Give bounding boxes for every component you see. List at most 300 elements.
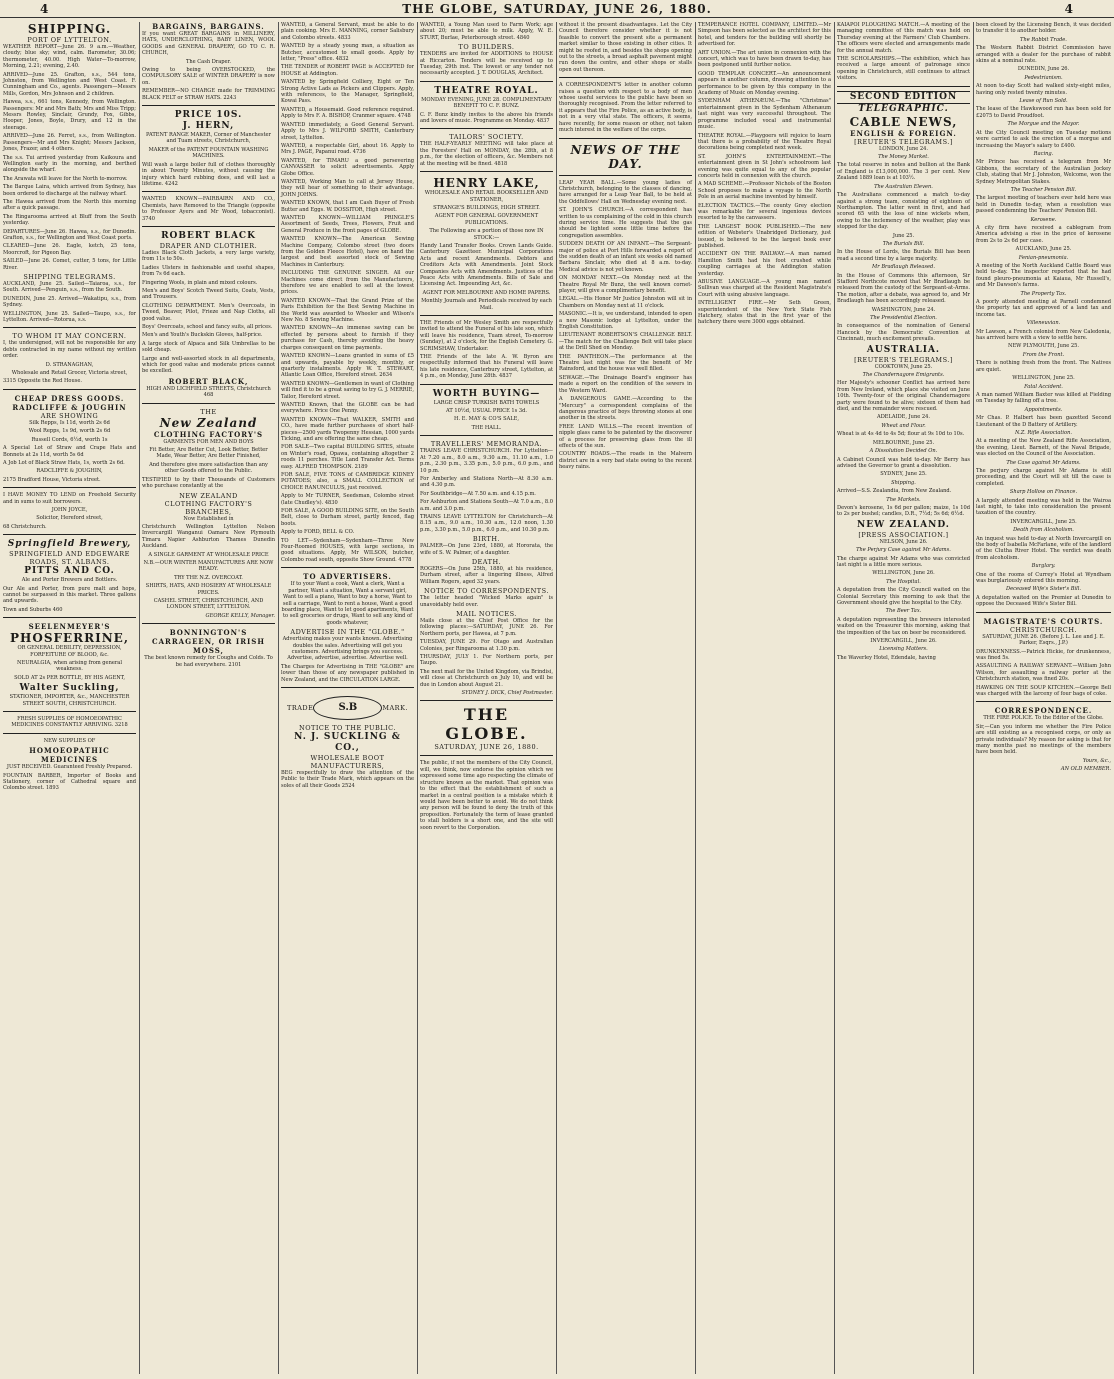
ad-line: Russell Cords, 6½d, worth 1s: [31, 436, 108, 443]
classified: WANTED Known, that the GLOBE can be had everywhere. Price One Penny.: [281, 401, 414, 415]
theatre-heading: THEATRE ROYAL.: [434, 85, 539, 96]
telegram-heading: The Hospital.: [886, 578, 921, 585]
trade-mark-logo: S.B: [313, 696, 382, 720]
telegram-heading: Fenian-pneumonia.: [1018, 254, 1069, 261]
ad-firm: N. J. SUCKLING & CO.,: [294, 731, 401, 753]
news-item: A DANGEROUS GAME.—According to the "Mercury" a correspondent complains of the dangerous practice of boys throwing stones at one another in the streets.: [559, 396, 692, 422]
classified: FOR SALE—Two capital BUILDING SITES, situate on Winter's road, Opawa, containing altogether 2 roods 11 perches. Title Land Transfer Act. Terms easy. ALFRED THOMPSON. 2189: [281, 444, 414, 470]
notice-body: C. F. Bunz kindly invites to the above his friends and lovers of music. Programme on Monday. 4837: [420, 111, 553, 125]
shipping-note: The Hawea arrived from the North this morning after a quick passage.: [3, 198, 136, 212]
dateline: WELLINGTON, June 26.: [872, 570, 935, 577]
ad-firm: ROBERT BLACK: [161, 230, 256, 241]
news-item: COUNTRY ROADS.—The roads in the Malvern district are in a very bad state owing to the recent heavy rains.: [559, 451, 692, 471]
telegram-body: The Australians commenced a match to-day against a strong team, consisting of eighteen of Northampton. The latter went in first, and had scored 65 with the loss of nine wickets when, owing to the inclemency of the weather, play was stopped for the day.: [837, 192, 970, 231]
mail-notice: The next mail for the United Kingdom, via Brindisi, will close at Christchurch on July 10, and will be due in London about August 21.: [420, 668, 553, 688]
classified: WANTED KNOWN—An immense saving can be effected by persons about to furnish if they purchase for Cash, thereby avoiding the heavy charges consequent on time payments.: [281, 325, 414, 351]
court-case: ASSAULTING A RAILWAY SERVANT.—William John Wilson, for assaulting a railway porter at the Christchurch station, was fined 20s.: [976, 663, 1111, 683]
news-item: SUDDEN DEATH OF AN INFANT.—The Sergeant-major of police at Port Hills forwarded a report of the sudden death of an infant six weeks old named Barbara Sinclair, who died at 8 a.m. to-day. Medical advice is not yet known.: [559, 241, 692, 273]
magistrates-heading: MAGISTRATE'S COURTS.: [983, 616, 1104, 626]
mail-notice: TUESDAY, JUNE 29. For Otago and Australian Colonies, per Ringarooma at 1.30 p.m.: [420, 639, 553, 652]
notice-heading: TAILORS' SOCIETY.: [449, 133, 524, 142]
train-times: TRAINS LEAVE CHRISTCHURCH. For Lyttelton—At 7.20 a.m., 8.0 a.m., 9.30 a.m., 11.10 a.m., 1.0 p.m., 2.30 p.m., 3.35 p.m., 5.0 p.m., 6.0 p.m., and 10 p.m.: [420, 448, 553, 474]
telegram-heading: Mr Bradlaugh Released.: [872, 264, 935, 271]
telegram-body: There is nothing fresh from the front. The Natives are quiet.: [976, 360, 1111, 373]
dateline: COOKTOWN, June 25.: [874, 363, 933, 370]
shipping-heading: SHIPPING.: [27, 22, 112, 36]
ad-firm: RADCLIFFE & JOUGHIN: [12, 402, 127, 412]
telegram-body: An inquest was held to-day at North Invercargill on the body of Isabella McFarlane, wife of the landlord of the Clutha River Hotel. The verdict was death from alcoholism.: [976, 535, 1111, 561]
ad-line: Fingering Wools, in plain and mixed colours.: [142, 279, 258, 286]
telegram-heading: Appointments.: [1024, 406, 1063, 413]
ad-body: REMEMBER—NO CHARGE made for TRIMMING BLACK FELT or STRAW HATS. 2243: [142, 88, 275, 101]
train-times: For Southbridge—At 7.50 a.m. and 4.15 p.m.: [420, 490, 536, 497]
editorial-body: A CORRESPONDENT'S letter in another column raises a question with respect to a body of men whose useful services to the public have been so thoroughly recognised. From the letter referred to it appears that the Fire Police, as an active body, is not in a very vital state. The officers, it seems, have recently, for some reason or other, not taken much interest in the welfare of the corps.: [559, 82, 692, 134]
death-heading: DEATH.: [471, 557, 502, 566]
classified: FOR SALE, A GOOD BUILDING SITE, on the South Belt, close to Durham street, partly fenced, flag boots.: [281, 508, 414, 527]
cable-news-heading: CABLE NEWS,: [849, 114, 958, 129]
ad-heading: SEELENMEYER'S: [28, 622, 111, 632]
dateline: LONDON, June 24.: [879, 145, 928, 152]
news-item: FREE LAND WILLS.—The recent invention of nipple glass came to be patented by the discoverer of a process for preserving glass from the ill effects of the sun.: [559, 423, 692, 449]
correspondence-heading: CORRESPONDENCE.: [994, 706, 1093, 716]
news-item: LIEUTENANT ROBERTSON'S CHALLENGE BELT.—The match for the Challenge Belt will take place at the Drill Shed on Monday.: [559, 332, 692, 352]
ad-body: BEG respectfully to draw the attention of the Public to their Trade Mark, which appears on the soles of all their Goods 2524: [281, 769, 414, 789]
notice-heading: TO BUILDERS.: [458, 43, 515, 52]
dateline: NEW PLYMOUTH, June 25.: [1008, 343, 1079, 350]
advertisers-charges: The Charges for Advertising in THE "GLOBE" are lower than those of any newspaper published in New Zealand, and the CIRCULATION LARGE.: [281, 663, 414, 683]
telegram-heading: The Presidential Election.: [870, 315, 937, 321]
telegram-heading: The Perjury Case against Mr Adams.: [856, 547, 951, 554]
ad-body: The best known remedy for Coughs and Colds. To be had everywhere. 2101: [144, 655, 273, 668]
news-item: ABUSIVE LANGUAGE.—A young man named Sullivan was charged at the Resident Magistrate's Court with using abusive language.: [698, 279, 831, 298]
letter-title: THE FIRE POLICE. To the Editor of the Globe.: [983, 715, 1104, 722]
telegram-body: been closed by the Licensing Bench, it was decided to transfer it to another holder.: [976, 22, 1111, 35]
telegram-body: Mr Prince has received a telegram from Mr Gibbons, the secretary of the Australian Jockey Club, stating that Mr J. Johnston, Welcome, won the Sydney Metropolitan Stakes.: [976, 159, 1111, 185]
classified: WANTED immediately, a Good General Servant. Apply to Mrs J. WILFORD SMITH, Canterbury street, Lyttelton.: [281, 121, 414, 141]
column-1: [0, 22, 139, 1374]
ad-signature: RADCLIFFE & JOUGHIN,: [36, 468, 103, 475]
news-item: LEAP YEAR BALL.—Some young ladies of Christchurch, belonging to the classes of dancing, have arranged for a Leap Year Ball, to be held at the Oddfellows' Hall on Wednesday evening next.: [559, 179, 692, 205]
telegram-body: Arrived—S.S. Zealandia, from New Zealand.: [837, 488, 952, 495]
correspondents-heading: NOTICE TO CORRESPONDENTS.: [424, 587, 549, 596]
telegram-body: Devon's kerosene, 1s 6d per gallon; maize, 1s 10d to 2s per bushel; candles, D.R., 7½d; 5s 6d; 6½d.: [837, 504, 970, 518]
ad-sub: ARE SHOWING: [40, 411, 99, 420]
correspondents-note: The letter headed "Wicked Marks again" is unavoidably held over.: [420, 595, 553, 608]
editorial-body: The public, if not the members of the City Council, will, we think, now endorse the opinion which we expressed some time ago respecting the climate of structure known as the market. That opinion was to the effect that the establishment of such a market in a central position is a mistake which it would have been better to avoid. We do not think any person will be found to deny the truth of this proposition. Fortunately the term of lease granted to stall holders is a short one, and the site will soon revert to the Corporation.: [420, 760, 553, 831]
telegram-heading: The Rabbit Trade.: [1020, 36, 1067, 43]
ad-line: SOLD AT 2s PER BOTTLE, BY HIS AGENT,: [14, 674, 125, 681]
classified: WANTED, a General Servant, must be able to do plain cooking. Mrs E. MANNING, corner Salisbury and Colombo streets. 4833: [281, 22, 414, 41]
telegram-heading: The Markets.: [886, 496, 921, 503]
ad-address: HIGH AND LICHFIELD STREETS, Christchurch 468: [146, 385, 271, 399]
australia-heading: AUSTRALIA.: [866, 344, 941, 355]
brewery-address: SPRINGFIELD AND EDGEWARE ROADS, ST. ALBANS.: [9, 550, 130, 567]
news-item: KAIAPOI PLOUGHING MATCH.—A meeting of the managing committee of this match was held on Thursday evening at the Farmers' Club Chambers. The officers were elected and arrangements made for the annual match.: [837, 22, 970, 54]
ad-line: Large and well-assorted stock in all departments, which for good value and moderate prices cannot be excelled.: [142, 355, 275, 375]
train-times: TRAINS LEAVE LYTTELTON for Christchurch—At 8.15 a.m., 9.0 a.m., 10.30 a.m., 12.0 noon, 1.30 p.m., 3.30 p.m., 5.0 p.m., 6.0 p.m., and 10.30 p.m.: [420, 513, 553, 533]
english-foreign-heading: ENGLISH & FOREIGN.: [850, 128, 957, 138]
ad-heading: New Zealand: [159, 415, 258, 430]
ad-line: N.B.—OUR WINTER MANUFACTURES ARE NOW READY.: [143, 559, 274, 573]
mark-label: MARK.: [382, 703, 408, 712]
news-item: INTELLIGENT FIRE.—Mr Seth Green, superintendent of the New York State Fish Hatchery, states that in the first year of the hatchery there were 3000 eggs obtained.: [698, 300, 831, 326]
ad-line: Ladies Black Cloth Jackets, a very large variety, from 11s to 50s.: [142, 249, 275, 263]
ad-line: OR GENERAL DEBILITY, DEPRESSION, FORFEITURE OF BLOOD, &c.: [17, 645, 122, 658]
news-item: TEMPERANCE HOTEL COMPANY, LIMITED.—Mr Simpson has been selected as the architect for this hotel, and tenders for the building will shortly be advertised for.: [698, 22, 831, 48]
ad-line: NEW ZEALAND: [179, 491, 238, 500]
ad-address: 2175 Bradford House, Victoria street.: [3, 476, 101, 483]
weather-report: WEATHER REPORT—June 26. 9 a.m.—Weather, cloudy; blue sky; wind, calm. Barometer, 30.06; thermometer, 40.00. High Water—To-morrow, Morning, 2.21; evening, 2.40.: [3, 44, 136, 70]
dateline: SYDNEY, June 25.: [880, 471, 927, 478]
letter-closing: Yours, &c.,: [1082, 757, 1111, 764]
news-item: THE SCHOLARSHIPS.—The exhibition, which has received a large amount of patronage since opening in Christchurch, still continues to attract visitors.: [837, 56, 970, 82]
telegraphic-heading: TELEGRAPHIC.: [858, 103, 949, 114]
telegram-body: The charge against Mr Adams who was convicted last night is a little more serious.: [837, 555, 970, 568]
telegram-heading: The Morgue and the Mayor.: [1007, 121, 1080, 128]
telegram-body: A deputation from the City Council waited on the Colonial Secretary this morning to ask that the Government should give the hospital to the City.: [837, 587, 970, 606]
mail-notice: Mails close at the Chief Post Office for the following places:—SATURDAY, JUNE 26. For Northern ports, per Hawea, at 7 p.m.: [420, 618, 553, 637]
telegram-heading: Fatal Accident.: [1024, 383, 1063, 390]
news-item: SEWAGE.—The Drainage Board's engineer has made a report on the condition of the sewers in the Western Ward.: [559, 374, 692, 394]
ad-line: Fit Better, Are Better Cut, Look Better, Better Made, Wear Better, Are Better Finished,: [149, 447, 268, 460]
ad-signature: GEORGE KELLY, Manager.: [205, 612, 275, 619]
arrivals: ARRIVED—June 25. Grafton, s.s., 544 tons, Johnston, from Wellington and West Coast. F. Cunningham and Co., agents. Passengers—Messrs Mills, Gordon, Mrs Johnson and 2 children.: [3, 71, 136, 97]
shipping-note: The Ringarooma arrived at Bluff from the South yesterday.: [3, 213, 136, 227]
telegram-body: Mr Lawson, a French colonist from New Caledonia, has arrived here with a view to settle here.: [976, 328, 1111, 342]
mail-heading: MAIL NOTICES.: [456, 610, 517, 618]
brewery-heading: Springfield Brewery,: [7, 539, 132, 550]
telegram-body: The Western Rabbit District Commission have arranged with a dealer for the purchase of rabbit skins at a nominal rate.: [976, 45, 1111, 65]
ad-line: THE: [200, 407, 217, 416]
dateline: INVERCARGILL, June 25.: [1010, 518, 1077, 525]
telegram-heading: Racing.: [1033, 150, 1054, 157]
court-bench: SATURDAY, JUNE 26. (Before J. L. Lee and J. E. Parker, Esqrs., J.P.): [982, 633, 1105, 647]
dateline: DUNEDIN, June 26.: [1017, 66, 1070, 73]
ad-line: AGENT FOR MELBOURNE AND HOME PAPERS.: [422, 289, 551, 296]
page-number-right: 4: [1064, 2, 1074, 16]
telegram-heading: The Beer Tax.: [885, 608, 922, 615]
ad-address: 68 Christchurch.: [3, 523, 47, 530]
telegram-body: The perjury charge against Mr Adams is still proceeding, and the Court will sit till the case is completed.: [976, 467, 1111, 487]
classified: WANTED KNOWN—Gentlemen in want of Clothing will find it to be a great saving to try G. J. MERRIE, Tailor, Hereford street.: [281, 380, 414, 400]
ad-firm: Walter Suckling,: [19, 683, 120, 694]
classified: WANTED by a steady young man, a situation as Butcher, accustomed to small goods. Apply by letter, "Press" office. 4832: [281, 43, 414, 63]
dateline: NELSON, June 26.: [879, 538, 928, 545]
ad-line: And therefore give more satisfaction than any other Goods offered to the Public.: [149, 461, 268, 475]
letter-body: Sir,—Can you inform me whether the Fire Police are still existing as a recognised corps, or only as private individuals? My reason for asking is that for many months past no meetings of the members have been held.: [976, 723, 1111, 756]
brewery-firm: PITTS AND CO.: [24, 566, 115, 577]
news-item: THE PANTHEON.—The performance at the Theatre last night was for the benefit of Mr Rainsford, and the house was well filled.: [559, 353, 692, 373]
ad-product: PHOSFERRINE,: [10, 631, 129, 646]
ad-body: If you want GREAT BARGAINS in MILLINERY, HATS, UNDERCLOTHING, BABY LINEN, WOOL GOODS and GENERAL DRAPERY, GO TO C. R. CHURCH,: [142, 31, 275, 57]
telegram-body: One of the rooms of Currey's Hotel at Wyndham was burglariously entered this morning.: [976, 571, 1111, 585]
ad-line: A Job Lot of Black Straw Hats, 1s, worth 2s 6d.: [3, 459, 125, 466]
source-tag: [REUTER'S TELEGRAMS.]: [854, 137, 953, 146]
telegram-body: The total reserve in notes and bullion at the Bank of England is £13,000,000. The 3 per cent. New Zealand 1889 loan is at 103½.: [837, 162, 970, 182]
page-number-left: 4: [40, 2, 50, 16]
ad-line: Boys' Overcoats, school and fancy suits, all prices.: [142, 324, 273, 330]
classified: WANTED KNOWN—That WALKER, SMITH and CO., have made further purchases of short half-pieces—2500 yards Twopenny Hessian, 1000 yards Ticking, and are offering the same cheap.: [281, 416, 414, 442]
ad-body: WANTED KNOWN—FAIRBAIRN AND CO., Chemists, have Removed to the Triangle (opposite to Professor Ayers and Mr Wood, tobacconist). 3740: [142, 196, 275, 222]
advertisers-heading: TO ADVERTISERS.: [303, 572, 392, 582]
birth-notice: PALMER—On June 23rd, 1880, at Hororata, the wife of S. W. Palmer, of a daughter.: [420, 543, 553, 556]
ad-heading: BARGAINS, BARGAINS.: [152, 22, 265, 31]
court-case: DRUNKENNESS.—Patrick Hickie, for drunkenness, was fined 5s.: [976, 648, 1111, 661]
telegram-heading: Wheat and Flour.: [881, 422, 926, 429]
dateline: WASHINGTON, June 24.: [871, 306, 936, 313]
telegram-heading: The Australian Eleven.: [874, 183, 933, 190]
notice-body: I, the undersigned, will not be responsible for any debts contracted in my name without my written order.: [3, 340, 136, 360]
telegram-heading: Sharp Hollow on Finance.: [1009, 489, 1078, 496]
ad-heading: WORTH BUYING—: [432, 388, 541, 399]
telegram-body: A deputation waited on the Premier at Dunedin to oppose the Deceased Wife's Sister Bill.: [976, 594, 1111, 608]
telegram-body: At the City Council meeting on Tuesday motions were carried to ask the erection of a morgue and increasing the Mayor's salary to £400.: [976, 129, 1111, 149]
ad-line: AT 10½d, USUAL PRICE 1s 3d.: [445, 408, 528, 415]
telegram-body: Wheat is at 4s 4d to 4s 5d; flour at 9s 10d to 10s.: [837, 431, 965, 438]
ad-line: MAKER of the PATENT FOUNTAIN WASHING MACHINES.: [148, 146, 269, 160]
telegram: AUCKLAND, June 25. Sailed—Taiaroa, s.s., for South. Arrived—Penguin, s.s., from the South.: [3, 281, 136, 294]
dateline: WELLINGTON, June 25.: [1012, 375, 1075, 382]
telegram-heading: The Money Market.: [878, 154, 929, 161]
telegram-body: In the House of Commons this afternoon, Sir Stafford Northcote moved that Mr Bradlaugh be released from the custody of the Sergeant-at-Arms. The motion, after a debate, was agreed to, and Mr Bradlaugh has been accordingly released.: [837, 272, 970, 305]
ad-line: Ale and Porter Brewers and Bottlers.: [21, 577, 118, 584]
notice-body: TENDERS are invited for ADDITIONS to HOUSE at Riccarton. Tenders will be received up to Tuesday, 29th inst. The lowest or any tender not necessarily accepted. J. T. DOUGLAS, Architect.: [420, 51, 553, 77]
telegram-heading: The Burials Bill.: [882, 240, 925, 247]
classified: Apply to FORD, BELL & CO.: [281, 529, 355, 536]
telegram-body: At a meeting of the New Zealand Rifle Association, the evening, Lieut. Barnett, of the Naval Brigade, was elected on the Council of the Association.: [976, 438, 1111, 458]
news-item: ELECTION TACTICS.—The county Grey election was remarkable for several ingenious devices resorted to by the canvassers.: [698, 202, 831, 222]
classified: WANTED, a Housemaid. Good reference required. Apply to Mrs F. A. BISHOP, Cranmer square. 4748: [281, 106, 414, 120]
ad-line: NOTICE TO THE PUBLIC.: [299, 723, 396, 732]
classified: Apply to Mr TURNER, Seedsman, Colombo street (late Chudley's). 4830: [281, 493, 414, 506]
telegram-heading: Deceased Wife's Sister's Bill.: [1006, 586, 1081, 593]
column-7: [834, 22, 973, 1374]
masthead: [0, 0, 1114, 18]
letter-signature: AN OLD MEMBER.: [1060, 766, 1111, 773]
cleared: CLEARED—June 26. Eagle, ketch, 25 tons, Moorcroft, for Pigeon Bay.: [3, 243, 136, 256]
telegram-body: The lease of the Hawkswood run has been sold for £2075 to David Proudfoot.: [976, 106, 1111, 119]
news-item: THEATRE ROYAL.—Playgoers will rejoice to learn that there is a probability of the Theatre Royal decorations being completed next week.: [698, 132, 831, 152]
ad-line: JUST RECEIVED. Guaranteed Freshly Prepared.: [6, 764, 133, 771]
ad-sub: WHOLESALE BOOT MANUFACTURERS,: [310, 753, 385, 770]
ad-heading: CLOTHING FACTORY'S: [153, 429, 264, 439]
funeral-notice: THE Friends of the late A. W. Byron are respectfully informed that his Funeral will leave his late residence, Canterbury street, Lyttelton, at 4 p.m., on Monday, June 28th. 4837: [420, 354, 553, 380]
mail-notice: THURSDAY, JULY 1. For Northern ports, per Taupo.: [420, 654, 553, 667]
second-edition-heading: SECOND EDITION: [837, 91, 970, 104]
ad-line: A large stock of Alpaca and Silk Umbrellas to be sold cheap.: [142, 340, 275, 354]
ad-line: Ladies Ulsters in fashionable and useful shapes, from 7s 6d each.: [142, 264, 275, 278]
shipping-note: The s.s. Tui arrived yesterday from Kaikoura and Wellington early in the morning, and berthed alongside the wharf.: [3, 154, 136, 174]
funeral-notice: THE Friends of Mr Wesley Smith are respectfully invited to attend the Funeral of his late son, which will leave his residence, Tuam street, To-morrow (Sunday), at 2 o'clock, for the English Cemetery. G. SCRIMSHAW, Undertaker.: [420, 320, 553, 352]
telegram-heading: Lease of Run Sold.: [1019, 98, 1068, 105]
death-notice: ROGERS—On June 25th, 1880, at his residence, Durham street, after a lingering illness, Alfred William Rogers, aged 32 years.: [420, 565, 553, 585]
ad-signature: ROBERT BLACK,: [168, 376, 249, 386]
departures: DEPARTURES—June 26. Hawea, s.s., for Dunedin. Grafton, s.s., for Wellington and West Coast ports.: [3, 228, 136, 241]
ad-line: Wool Repps, 1s 9d, worth 2s 6d: [28, 428, 111, 435]
classified: WANTED KNOWN—That the Grand Prize of the Paris Exhibition for the Best Sewing Machine in the World was awarded to Wheeler and Wilson's New No. 8 Sewing Machine.: [281, 297, 414, 324]
train-times: For Ashburton and Stations South—At 7.0 a.m., 8.0 a.m. and 3.0 p.m.: [420, 499, 553, 512]
classified: INCLUDING THE GENUINE SINGER. All our Machines come direct from the Manufacturers, therefore we are enabled to sell at the lowest prices.: [281, 270, 414, 296]
ad-address: FOUNTAIN BARBER, Importer of Books and Stationery, corner of Cathedral square and Colombo street. 1893: [3, 772, 136, 792]
news-item: LEGAL.—His Honor Mr Justice Johnston will sit in Chambers on Monday next at 11 o'clock.: [559, 296, 692, 309]
classified: TO LET—Sydenham—Sydenham—Three New Four-Roomed HOUSES, with large sections, in good situations. Apply, Mr WILSON, butcher, Colombo road south, opposite Show Ground. 4778: [281, 537, 414, 563]
ad-line: GARMENTS FOR MEN AND BOYS: [163, 438, 254, 445]
editorial-masthead: THE GLOBE.: [445, 705, 528, 744]
shipping-note: The Barque Laira, which arrived from Sydney, has been ordered to discharge at the railway wharf.: [3, 184, 136, 197]
telegram-body: At noon to-day Scott had walked sixty-eight miles, having only rested twenty minutes.: [976, 83, 1111, 96]
ad-line: WHOLESALE AND RETAIL BOOKSELLER AND STATIONER,: [424, 190, 549, 203]
ad-body: Owing to being OVERSTOCKED, the COMPULSORY SALE of WINTER DRAPERY is now on.: [142, 67, 275, 86]
dateline: June 25.: [892, 232, 915, 239]
advertisers-poem: If to your Want a cook, Want a clerk, Want a partner, Want a situation, Want a servant girl, Want to sell a piano, Want to buy a horse, Want to sell a carriage, Want to rent a house, Want a good boarding place, Want to let good apartments, Want to sell groceries or drugs, Want to sell any kind of goods whatever,: [281, 581, 414, 626]
ad-heading: CHEAP DRESS GOODS.: [14, 393, 125, 403]
ad-body: I HAVE MONEY TO LEND on Freehold Security and in sums to suit borrowers.: [3, 492, 136, 505]
news-item: ON MONDAY NEXT.—On Monday next at the Theatre Royal Mr Bunz, the well known cornet-player, will give a complimentary benefit.: [559, 275, 692, 294]
ad-sub: DRAPER AND CLOTHIER.: [159, 241, 258, 250]
telegram-heading: The Teacher Pension Bill.: [1010, 186, 1077, 193]
telegram-body: A man named William Baxter was killed at Fielding on Tuesday by falling off a tree.: [976, 391, 1111, 405]
ad-signature: JOHN JOYCE,: [51, 506, 88, 513]
news-item: ART UNION.—The art union in connexion with the concert, which was to have been drawn to-day, has been postponed until further notice.: [698, 49, 831, 69]
telegram-heading: The Case against Mr Adams.: [1006, 459, 1081, 466]
column-3: [278, 22, 417, 1374]
telegram-body: In consequence of the nomination of General Hancock by the Democratic Convention at Cincinnati, much excitement prevails.: [837, 323, 970, 343]
travellers-heading: TRAVELLERS' MEMORANDA.: [430, 440, 543, 449]
ad-heading: HOMOEOPATHIC MEDICINES: [29, 746, 110, 765]
notice-address: Wholesale and Retail Grocer, Victoria street,: [11, 370, 128, 377]
telegram-body: The largest meeting of teachers ever held here was held in Dunedin to-day, when a resolution was passed condemning the Teachers' Pension Bill.: [976, 195, 1111, 215]
notice-heading: TO WHOM IT MAY CONCERN.: [12, 332, 127, 341]
notice-signature: D. STRANAGHAN,: [45, 361, 94, 368]
train-times: For Amberley and Stations North—At 8.30 a.m. and 4.30 p.m.: [420, 475, 553, 489]
classified: WANTED KNOWN—Loans granted in sums of £5 and upwards, payable by weekly, monthly, or quarterly instalments. Apply W. T. STEWART, Atlantic Loan Office, Hereford street. 2634: [281, 353, 414, 379]
dateline: MELBOURNE, June 25.: [872, 439, 935, 446]
source-tag: [REUTER'S TELEGRAMS.]: [854, 355, 953, 364]
ad-line: NEURALGIA, when arising from general weakness.: [17, 660, 122, 673]
telegram-heading: Burglary.: [1031, 563, 1056, 570]
column-5: [556, 22, 695, 1374]
sailed: SAILED—June 26. Comet, cutter, 5 tons, for Little River.: [3, 258, 136, 271]
classified: WANTED by Springfield Colliery, Eight or Ten Strong Active Lads as Pickers and Clippers. Apply, with references, to the Manager, Springfield, Kowai Pass.: [281, 79, 414, 105]
ad-address: STATIONER, IMPORTER, &c., MANCHESTER STREET SOUTH, CHRISTCHURCH.: [9, 694, 130, 707]
dateline: ADELAIDE, June 24.: [877, 414, 930, 421]
notice-body: THE HALF-YEARLY MEETING will take place at the Foresters' Hall on MONDAY, the 28th, at 8 p.m., for the election of officers, &c. Members not at the meeting will be fined. 4818: [420, 141, 553, 167]
ad-body: TESTIFIED to by their Thousands of Customers who purchase constantly at the: [142, 476, 275, 490]
column-6: [695, 22, 834, 1374]
ad-list: Handy Land Transfer Books. Crown Lands Guide. Canterbury Gazetteer. Municipal Corporations Acts and recent Amendments. Debtors and Creditors Acts with Amendments. Joint Stock Companies Acts with Amendments. Justices of the Peace Acts with Amendments. Bills of Sale and Licensing Act. Impounding Act, &c.: [420, 242, 553, 288]
trade-label: TRADE: [287, 703, 314, 712]
ad-line: TRY THE N.Z. OVERCOAT.: [174, 574, 243, 581]
mail-signature: SYDNEY J. DICK, Chief Postmaster.: [461, 690, 553, 697]
shipping-telegrams-heading: SHIPPING TELEGRAMS.: [23, 273, 116, 281]
telegram-heading: The Chandernagore Emigrants.: [862, 372, 945, 379]
telegram-body: A city firm have received a cablegram from America advising a rise in the price of kerosene from 2s to 2s 6d per case.: [976, 224, 1111, 244]
news-heading: NEWS OF THE DAY.: [570, 142, 681, 171]
classified: WANTED KNOWN—WILLIAM PRINGLE'S Assortment of Seeds, Trees, Flowers, Fruit and General Produce in the front pages of GLOBE.: [281, 214, 414, 234]
telegram-body: A Cabinet Council was held to-day. Mr Berry has advised the Governor to grant a dissolution.: [837, 456, 970, 469]
classified: WANTED KNOWN—The American Sewing Machine Company, Colombo street (two doors from the Golden Fleece Hotel), have on hand the largest and best assorted stock of Sewing Machines in Canterbury.: [281, 236, 414, 268]
ad-footer: Town and Suburbs 460: [3, 606, 63, 613]
editorial-body: without it the present disadvantages. Let the City Council therefore consider whether it is not feasible to convert the present site a permanent market similar to those existing in other cities. It might be roofed in, and besides the shops opening out to the streets, a broad asphalt pavement might run down the centre, and other shops or stalls open out thereon.: [559, 22, 692, 73]
ad-body: Our Ale and Porter, from pure malt and hops, cannot be surpassed in this market. Three gallons and upwards.: [3, 585, 136, 605]
ad-heading: PRICE 10S.: [174, 110, 243, 121]
telegram-body: Mr Chas. P. Halbert has been gazetted Second Lieutenant of the D Battery of Artillery.: [976, 415, 1111, 428]
telegram: DUNEDIN, June 25. Arrived—Wakatipu, s.s., from Sydney.: [3, 295, 136, 309]
arrivals: Hawea, s.s., 661 tons, Kennedy, from Wellington. Passengers: Mr and Mrs Bath; Mrs and Miss Tripp; Messrs Rowley, Sinclair, Grundy, Fox, Gibbs, Hooper, Jones, Boyle, Drury, and 12 in the steerage.: [3, 99, 136, 131]
telegram-heading: Villeneuvian.: [1026, 320, 1061, 327]
shipping-note: The Arawata will leave for the North to-morrow.: [3, 175, 128, 182]
ad-line: THE HALL.: [471, 424, 502, 431]
ad-line: NEW SUPPLIES OF: [43, 737, 96, 744]
ad-line: AGENT FOR GENERAL GOVERNMENT PUBLICATIONS.: [434, 213, 539, 226]
news-item: GOOD TEMPLAR CONCERT.—An announcement appears in another column, drawing attention to a performance to be given by this company in the Academy of Music on Monday evening.: [698, 70, 831, 97]
ad-line: CASHEL STREET, CHRISTCHURCH, AND LONDON STREET, LYTTELTON.: [153, 597, 264, 611]
telegram-body: A largely attended meeting was held in the Wairoa last night, to take into consideration the present taxation of the country.: [976, 497, 1111, 517]
ad-line: A Special Lot of Straw and Crape Hats and Bonnets at 2s 11d, worth 5s 6d: [3, 445, 136, 458]
column-8: [973, 22, 1114, 1374]
telegram-body: A deputation representing the brewers interested waited on the Treasurer this morning, asking that the imposition of the tax on beer be reconsidered.: [837, 616, 970, 636]
ad-line: LARGE CRISP TURKISH BATH TOWELS: [433, 399, 540, 406]
telegram-heading: A Dissolution Decided On.: [869, 448, 938, 455]
ad-line: Men's and Youth's Buckskin Gloves, half-price.: [142, 332, 263, 339]
column-4: [417, 22, 556, 1374]
news-item: ST. JOHN'S CHURCH.—A correspondent has written to us complaining of the cold in this church during service time. He suggests that the gas should be lighted some little time before the congregation assembles.: [559, 207, 692, 239]
birth-heading: BIRTH.: [472, 535, 501, 544]
ad-line: H. E. MAY & CO'S SALE,: [454, 416, 519, 423]
telegram-heading: From the Front.: [1022, 351, 1065, 358]
telegram-heading: Licensing Matters.: [879, 646, 928, 653]
dateline: AUCKLAND, June 25.: [1015, 246, 1072, 253]
notice-body: MONDAY EVENING, JUNE 28. COMPLIMENTARY BENEFIT TO C. F. BUNZ.: [421, 96, 552, 110]
telegram-heading: Kerosene.: [1030, 216, 1057, 223]
classified: THE TENDER of ROBERT PAGE is ACCEPTED for HOUSE at Addington.: [281, 64, 414, 77]
advertisers-call: ADVERTISE IN THE "GLOBE.": [290, 628, 405, 637]
ad-body: FRESH SUPPLIES OF HOMOEOPATHIC MEDICINES CONSTANTLY ARRIVING. 3218: [11, 716, 128, 729]
ad-line: Men's and Boys' Scotch Tweed Suits, Coats, Vests, and Trousers.: [142, 287, 275, 301]
telegram: WELLINGTON, June 25. Sailed—Taupo, s.s., for Lyttelton. Arrived—Rotorua, s.s.: [3, 310, 136, 324]
source-tag: [PRESS ASSOCIATION.]: [858, 530, 949, 539]
telegram-body: The Waverley Hotel, Edendale, having: [837, 654, 936, 661]
ad-firm: J. HERN,: [182, 121, 235, 132]
news-item: A MAD SCHEME.—Professor Nichols of the Boston School proposes to make a voyage to the North Pole in an aerial machine invented by himself.: [698, 181, 831, 201]
ad-heading: BONNINGTON'S CARRAGEEN, OR IRISH MOSS,: [152, 628, 265, 656]
ad-line: Silk Repps, Is 11d, worth 2s 6d: [29, 419, 110, 426]
news-item: ST. JOHN'S ENTERTAINMENT.—The entertainment given in St John's schoolroom last evening was quite equal to any of the popular concerts held in connexion with the church.: [698, 153, 831, 179]
news-item: ACCIDENT ON THE RAILWAY.—A man named Hamilton Smith had his foot crushed while coupling carriages at the Addington station yesterday.: [698, 251, 831, 277]
telegram-body: A meeting of the North Auckland Cattle Board was held to-day. The inspector reported that he had found pleuro-pneumonia at Kaiaua, Mr Russell's, and Mr Dawson's farms.: [976, 263, 1111, 289]
telegram-heading: The Property Tax.: [1020, 290, 1067, 297]
ad-line: The Cash Draper.: [185, 58, 232, 65]
telegram-body: Her Majesty's schooner Conflict has arrived here from New Ireland, which place she visited on June 10th. Twenty-four of the original Chandernagore party were found to be alive; sixteen of them had died, and the remainder were rescued.: [837, 380, 970, 413]
masthead-title: THE GLOBE, SATURDAY, JUNE 26, 1880.: [402, 2, 712, 16]
telegram-body: A poorly attended meeting at Parnell condemned the property tax and approved of a land tax and income tax.: [976, 299, 1111, 318]
ad-line: PATENT RANGE MAKER, Corner of Manchester and Tuam streets, Christchurch,: [146, 132, 271, 145]
classified: WANTED, Working Man to call at Jersey House, they will hear of something to their advantage. JOHN JOHNS.: [281, 178, 414, 198]
ad-line: Now Established in: [183, 515, 234, 522]
arrivals: ARRIVED—June 26. Ferret, s.s., from Wellington. Passengers—Mr and Mrs Knight; Messrs Jackson, Jones, Frazer, and 4 others.: [3, 133, 136, 153]
ad-line: A SINGLE GARMENT AT WHOLESALE PRICE: [148, 551, 269, 558]
telegram-heading: Death from Alcoholism.: [1013, 527, 1074, 534]
classified: FOR SALE, FIVE TONS of CAMBRIDGE KIDNEY POTATOES; also, a SMALL COLLECTION of CHOICE RANUNCULUS, just received.: [281, 472, 414, 491]
branch-list: Christchurch Wellington Lyttelton Nelson Invercargill Wanganui Oamaru New Plymouth Timaru Napier Ashburton Thames Dunedin Auckland.: [142, 523, 275, 550]
classified: WANTED, for TIMARU a good persevering CANVASSER to solicit advertisements. Apply Globe Office.: [281, 157, 414, 177]
ad-line: Monthly Journals and Periodicals received by each Mail.: [421, 298, 552, 311]
telegram-heading: N.Z. Rifle Association.: [1014, 429, 1073, 436]
notice-footer: 3315 Opposite the Red House.: [3, 378, 82, 385]
new-zealand-heading: NEW ZEALAND.: [857, 519, 950, 530]
news-item: SYDENHAM ATHENÆUM.—The "Christmas" entertainment given in the Sydenham Athenæum last night was very successful throughout. The programme included vocal and instrumental music.: [698, 98, 831, 131]
editorial-date: SATURDAY, JUNE 26, 1880.: [434, 743, 539, 752]
